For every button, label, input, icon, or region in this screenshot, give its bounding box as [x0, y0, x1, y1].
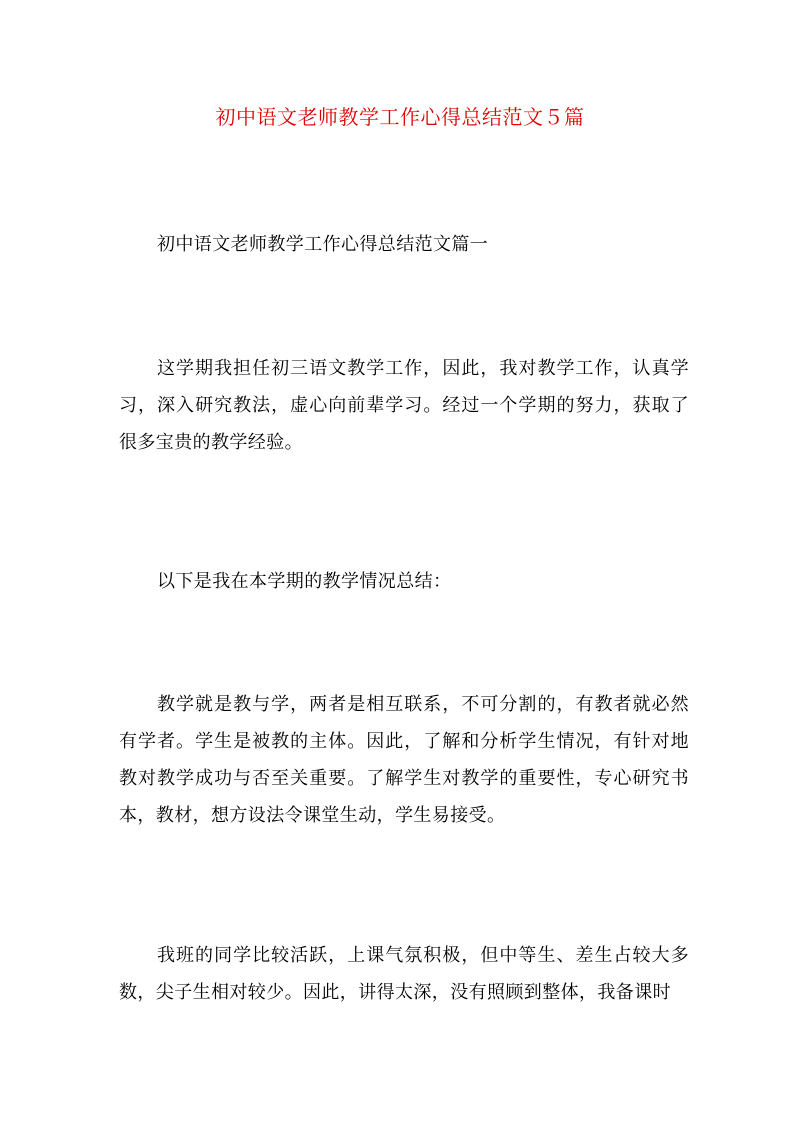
document-title: 初中语文老师教学工作心得总结范文５篇	[215, 105, 585, 129]
paragraph-teaching-learning: 教学就是教与学，两者是相互联系，不可分割的，有教者就必然有学者。学生是被教的主体。因此，了解和分析学生情况，有针对地教对教学成功与否至关重要。了解学生对教学的重要性，专心研究书本，教材，想方设法令课堂生动，学生易接受。	[119, 694, 689, 826]
paragraph-class-situation: 我班的同学比较活跃，上课气氛积极，但中等生、差生占较大多数，尖子生相对较少。因此，讲得太深，没有照顾到整体，我备课时	[119, 945, 689, 1003]
paragraph-intro: 这学期我担任初三语文教学工作，因此，我对教学工作，认真学习，深入研究教法，虚心向前辈学习。经过一个学期的努力，获取了很多宝贵的教学经验。	[119, 358, 689, 453]
section-heading: 初中语文老师教学工作心得总结范文篇一	[157, 234, 489, 255]
paragraph-summary-lead: 以下是我在本学期的教学情况总结：	[157, 571, 452, 592]
